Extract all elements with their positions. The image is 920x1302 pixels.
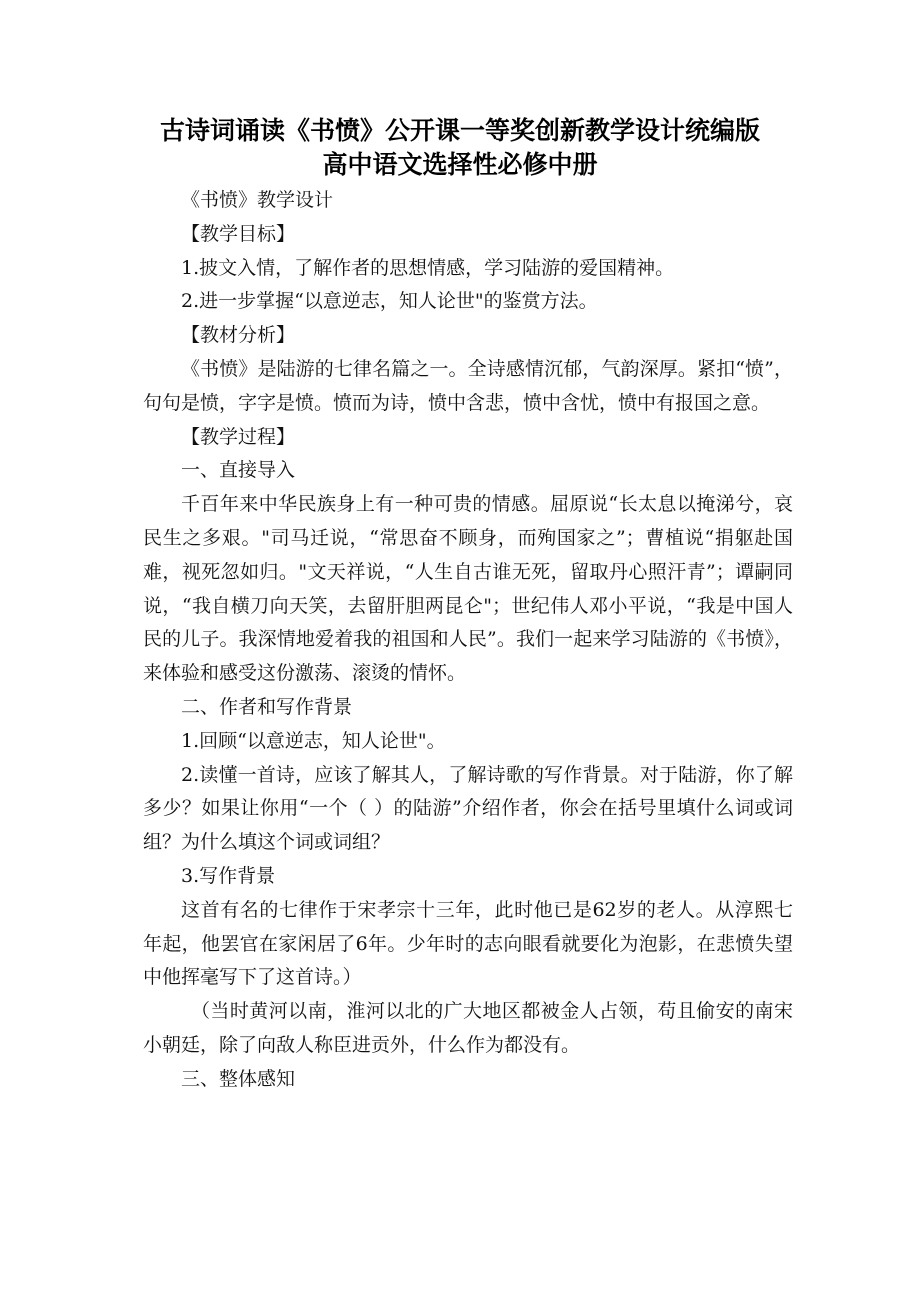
analysis-paragraph: 《书愤》是陆游的七律名篇之一。全诗感情沉郁，气韵深厚。紧扣“愤”，句句是愤，字字是愤。愤而为诗，愤中含悲，愤中含忧，愤中有报国之意。: [143, 357, 793, 414]
section-heading-process: 【教学过程】: [181, 425, 296, 448]
goal-item: 2.进一步掌握“以意逆志，知人论世"的鉴赏方法。: [181, 290, 598, 313]
author-item: 1.回顾“以意逆志，知人论世"。: [181, 729, 446, 752]
background-note-paragraph: （当时黄河以南，淮河以北的广大地区都被金人占领，苟且偷安的南宋小朝廷，除了向敌人称臣进贡外，什么作为都没有。: [143, 1000, 793, 1056]
step-heading-overview: 三、整体感知: [181, 1067, 296, 1090]
author-item: 2.读懂一首诗，应该了解其人，了解诗歌的写作背景。对于陆游，你了解多少？如果让你用“一个（ ）的陆游”介绍作者，你会在括号里填什么词或词组？为什么填这个词或词组？: [143, 763, 793, 854]
document-body: [143, 184, 793, 1097]
document-title-line-2: 高中语文选择性必修中册: [322, 150, 598, 179]
document-title-line-1: 古诗词诵读《书愤》公开课一等奖创新教学设计统编版: [159, 116, 760, 145]
goal-item: 1.披文入情，了解作者的思想情感，学习陆游的爱国精神。: [181, 256, 675, 279]
background-paragraph: 这首有名的七律作于宋孝宗十三年，此时他已是62岁的老人。从淳熙七年起，他罢官在家闲居了6年。少年时的志向眼看就要化为泡影，在悲愤失望中他挥毫写下了这首诗。）: [143, 898, 793, 989]
subtitle: 《书愤》教学设计: [181, 189, 334, 211]
section-heading-goals: 【教学目标】: [181, 222, 296, 245]
intro-paragraph: 千百年来中华民族身上有一种可贵的情感。屈原说“长太息以掩涕兮，哀民生之多艰。"司马迁说，“常思奋不顾身，而殉国家之”；曹植说“捐躯赴国难，视死忽如归。"文天祥说，“人生自古谁无死，留取丹心照汗青”；谭嗣同说，“我自横刀向天笑，去留肝胆两昆仑"；世纪伟人邓小平说，“我是中国人民的儿子。我深情地爱着我的祖国和人民”。我们一起来学习陆游的《书愤》，来体验和感受这份激荡、滚烫的情怀。: [143, 493, 793, 685]
step-heading-author: 二、作者和写作背景: [181, 695, 353, 718]
author-item: 3.写作背景: [181, 864, 276, 887]
section-heading-analysis: 【教材分析】: [181, 324, 296, 347]
step-heading-intro: 一、直接导入: [181, 459, 296, 482]
